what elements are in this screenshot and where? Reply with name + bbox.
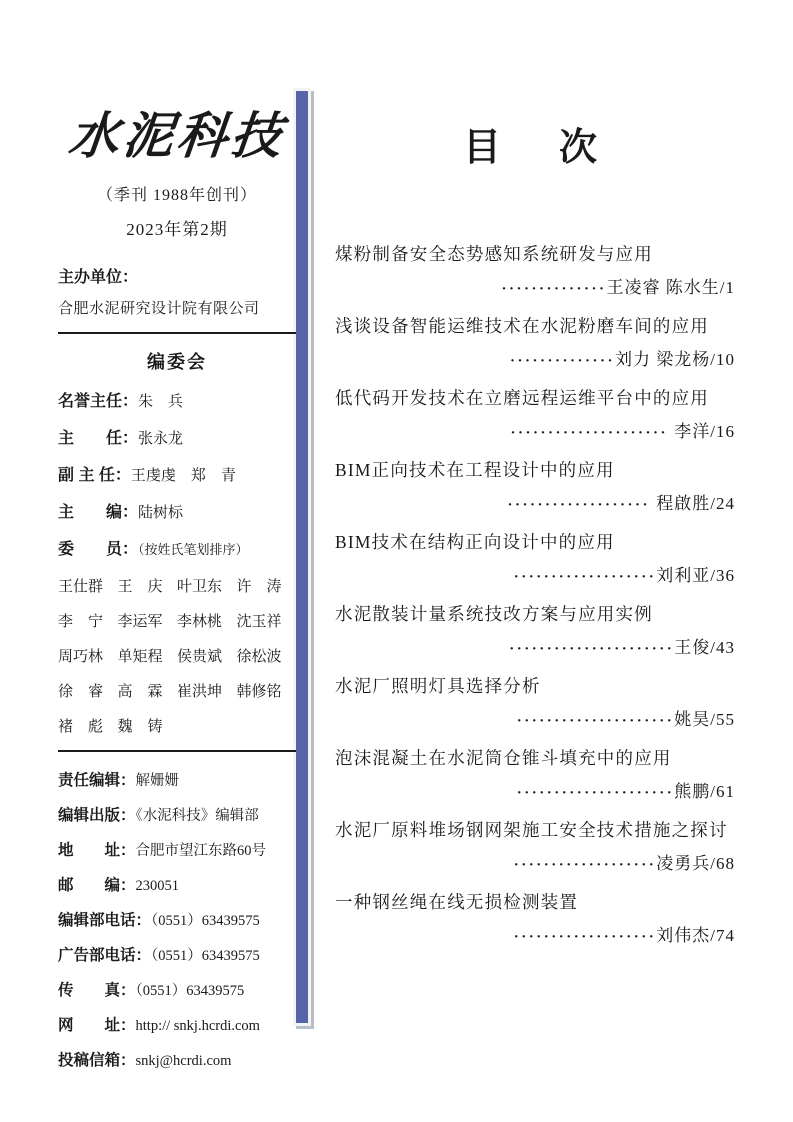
toc-entry-page: /24 <box>710 494 735 513</box>
toc-entry-authorline <box>335 415 735 450</box>
board-member: 沈玉祥 <box>236 613 282 630</box>
toc-entry-authorline <box>335 271 735 306</box>
toc-leader-dots: ······················ <box>509 641 675 657</box>
role-label: 副 主 任： <box>58 466 131 484</box>
toc-leader-dots: ··················· <box>507 497 657 513</box>
toc-heading: 目 次 <box>462 127 607 169</box>
board-member: 叶卫东 <box>177 578 223 595</box>
board-member: 单矩程 <box>117 648 163 665</box>
journal-issue: 2023年第2期 <box>126 219 228 239</box>
board-member: 李林桃 <box>177 613 223 630</box>
info-label: 广告部电话： <box>58 946 152 964</box>
toc-entry-authors: 刘伟杰 <box>656 926 711 945</box>
toc-entry-title: 煤粉制备安全态势感知系统研发与应用 <box>335 244 653 264</box>
toc-entry-title: 水泥厂原料堆场钢网架施工安全技术措施之探讨 <box>335 820 728 840</box>
toc-entry <box>335 813 735 882</box>
toc-entry <box>335 741 735 810</box>
toc-entry-title: BIM技术在结构正向设计中的应用 <box>335 532 615 552</box>
toc-entry-page: /10 <box>710 350 735 369</box>
role-value: 张永龙 <box>138 430 184 447</box>
toc-leader-dots: ·············· <box>509 353 616 369</box>
info-value: 230051 <box>135 877 180 894</box>
toc-leader-dots: ····················· <box>516 713 675 729</box>
info-label: 编辑出版： <box>58 806 136 824</box>
toc-entry-authors: 刘力 梁龙杨 <box>615 350 711 369</box>
toc-entry-authorline <box>335 631 735 666</box>
info-responsible-editor <box>58 768 296 790</box>
toc-entry-authorline <box>335 919 735 954</box>
board-member: 李运军 <box>117 613 163 630</box>
toc-entry <box>335 381 735 450</box>
info-value: （0551）63439575 <box>151 912 260 929</box>
divider-rule-bottom <box>58 750 296 752</box>
toc-entry <box>335 525 735 594</box>
toc-entry-authorline <box>335 559 735 594</box>
toc-entry-authorline <box>335 775 735 810</box>
toc-entry-authorline <box>335 343 735 378</box>
board-member: 崔洪坤 <box>177 683 223 700</box>
board-member: 许 涛 <box>236 578 282 595</box>
table-of-contents <box>335 116 735 957</box>
toc-entry-title: 浅谈设备智能运维技术在水泥粉磨车间的应用 <box>335 316 709 336</box>
toc-leader-dots: ··················· <box>513 929 657 945</box>
toc-entry-page: /36 <box>710 566 735 585</box>
toc-entry-authors: 王俊 <box>674 638 711 657</box>
info-fax <box>58 978 296 1000</box>
board-role-members <box>58 536 296 559</box>
toc-leader-dots: ··················· <box>513 569 657 585</box>
organizer-label: 主办单位： <box>58 268 139 286</box>
toc-entry-page: /1 <box>719 278 735 297</box>
info-value: （0551）63439575 <box>135 982 245 999</box>
role-label: 主 编： <box>58 503 139 521</box>
board-members-list <box>58 575 296 736</box>
toc-entry-authors: 王凌睿 陈水生 <box>606 278 720 297</box>
toc-entry-page: /61 <box>710 782 735 801</box>
info-label: 网 址： <box>58 1016 136 1034</box>
board-member: 高 霖 <box>117 683 163 700</box>
info-advertising-phone <box>58 943 296 965</box>
info-value: 合肥市望江东路60号 <box>135 842 267 859</box>
info-submission-email <box>58 1048 296 1070</box>
toc-entry-page: /68 <box>710 854 735 873</box>
toc-entry <box>335 453 735 522</box>
toc-entry-authorline <box>335 847 735 882</box>
toc-entry-authors: 李洋 <box>674 422 711 441</box>
board-member: 魏 铸 <box>117 718 163 735</box>
info-address <box>58 838 296 860</box>
role-note: （按姓氏笔划排序） <box>138 541 249 557</box>
toc-leader-dots: ····················· <box>516 785 675 801</box>
toc-entry-title: 水泥散装计量系统技改方案与应用实例 <box>335 604 653 624</box>
info-value: snkj@hcrdi.com <box>135 1052 232 1069</box>
toc-entry-authorline <box>335 703 735 738</box>
info-value: 《水泥科技》编辑部 <box>135 807 259 824</box>
role-value: 王虔虔 郑 青 <box>130 467 236 484</box>
board-member: 王 庆 <box>117 578 163 595</box>
journal-title: 水泥科技 <box>66 108 289 164</box>
board-role-chief-editor <box>58 499 296 522</box>
editorial-board-heading: 编委会 <box>147 351 207 372</box>
toc-entry-authors: 熊鹏 <box>674 782 711 801</box>
toc-entry-title: 水泥厂照明灯具选择分析 <box>335 676 541 696</box>
toc-leader-dots: ·············· <box>501 281 607 297</box>
info-label: 传 真： <box>58 981 136 999</box>
info-publisher <box>58 803 296 825</box>
board-member: 徐 睿 <box>58 683 104 700</box>
info-value: （0551）63439575 <box>151 947 260 964</box>
role-value: 陆树标 <box>138 504 184 521</box>
board-member: 褚 彪 <box>58 718 104 735</box>
divider-rule-top <box>58 332 296 334</box>
toc-entry <box>335 669 735 738</box>
board-member: 韩修铭 <box>236 683 282 700</box>
publication-info-list <box>58 768 296 1070</box>
toc-entry-authors: 姚昊 <box>674 710 711 729</box>
toc-entry-title: 一种钢丝绳在线无损检测装置 <box>335 892 579 912</box>
toc-leader-dots: ··················· <box>513 857 657 873</box>
info-label: 邮 编： <box>58 876 136 894</box>
info-value: 解姗姗 <box>135 772 180 789</box>
toc-entry-page: /55 <box>710 710 735 729</box>
role-label: 主 任： <box>58 429 139 447</box>
board-member: 李 宁 <box>58 613 104 630</box>
info-label: 投稿信箱： <box>58 1051 136 1069</box>
board-role-deputy-director <box>58 462 296 485</box>
toc-entry-page: /43 <box>710 638 735 657</box>
toc-entry-title: 低代码开发技术在立磨远程运维平台中的应用 <box>335 388 709 408</box>
toc-entry-authors: 凌勇兵 <box>656 854 711 873</box>
board-role-honorary-director <box>58 388 296 411</box>
board-member: 周巧林 <box>58 648 104 665</box>
journal-subtitle: （季刊 1988年创刊） <box>96 186 257 204</box>
left-column <box>58 108 296 1070</box>
info-label: 责任编辑： <box>58 771 136 789</box>
role-label: 名誉主任： <box>58 392 139 410</box>
toc-entry-title: 泡沫混凝土在水泥筒仓锥斗填充中的应用 <box>335 748 672 768</box>
role-label: 委 员： <box>58 540 139 558</box>
toc-leader-dots: ····················· <box>510 425 675 441</box>
toc-entry <box>335 309 735 378</box>
toc-entry-title: BIM正向技术在工程设计中的应用 <box>335 460 615 480</box>
info-label: 地 址： <box>58 841 136 859</box>
board-member: 徐松波 <box>236 648 282 665</box>
toc-entry-authors: 程啟胜 <box>656 494 711 513</box>
role-value: 朱 兵 <box>138 393 184 410</box>
toc-entry-page: /74 <box>710 926 735 945</box>
toc-entry <box>335 885 735 954</box>
toc-entry <box>335 237 735 306</box>
toc-entry-authorline <box>335 487 735 522</box>
organizer-name: 合肥水泥研究设计院有限公司 <box>58 300 260 317</box>
info-value: http:// snkj.hcrdi.com <box>135 1017 260 1034</box>
toc-entry <box>335 597 735 666</box>
info-label: 编辑部电话： <box>58 911 152 929</box>
toc-entry-page: /16 <box>710 422 735 441</box>
info-editorial-phone <box>58 908 296 930</box>
board-role-director <box>58 425 296 448</box>
info-website <box>58 1013 296 1035</box>
board-member: 侯贵斌 <box>177 648 223 665</box>
toc-entry-authors: 刘利亚 <box>656 566 711 585</box>
board-member: 王仕群 <box>58 578 104 595</box>
info-postcode <box>58 873 296 895</box>
